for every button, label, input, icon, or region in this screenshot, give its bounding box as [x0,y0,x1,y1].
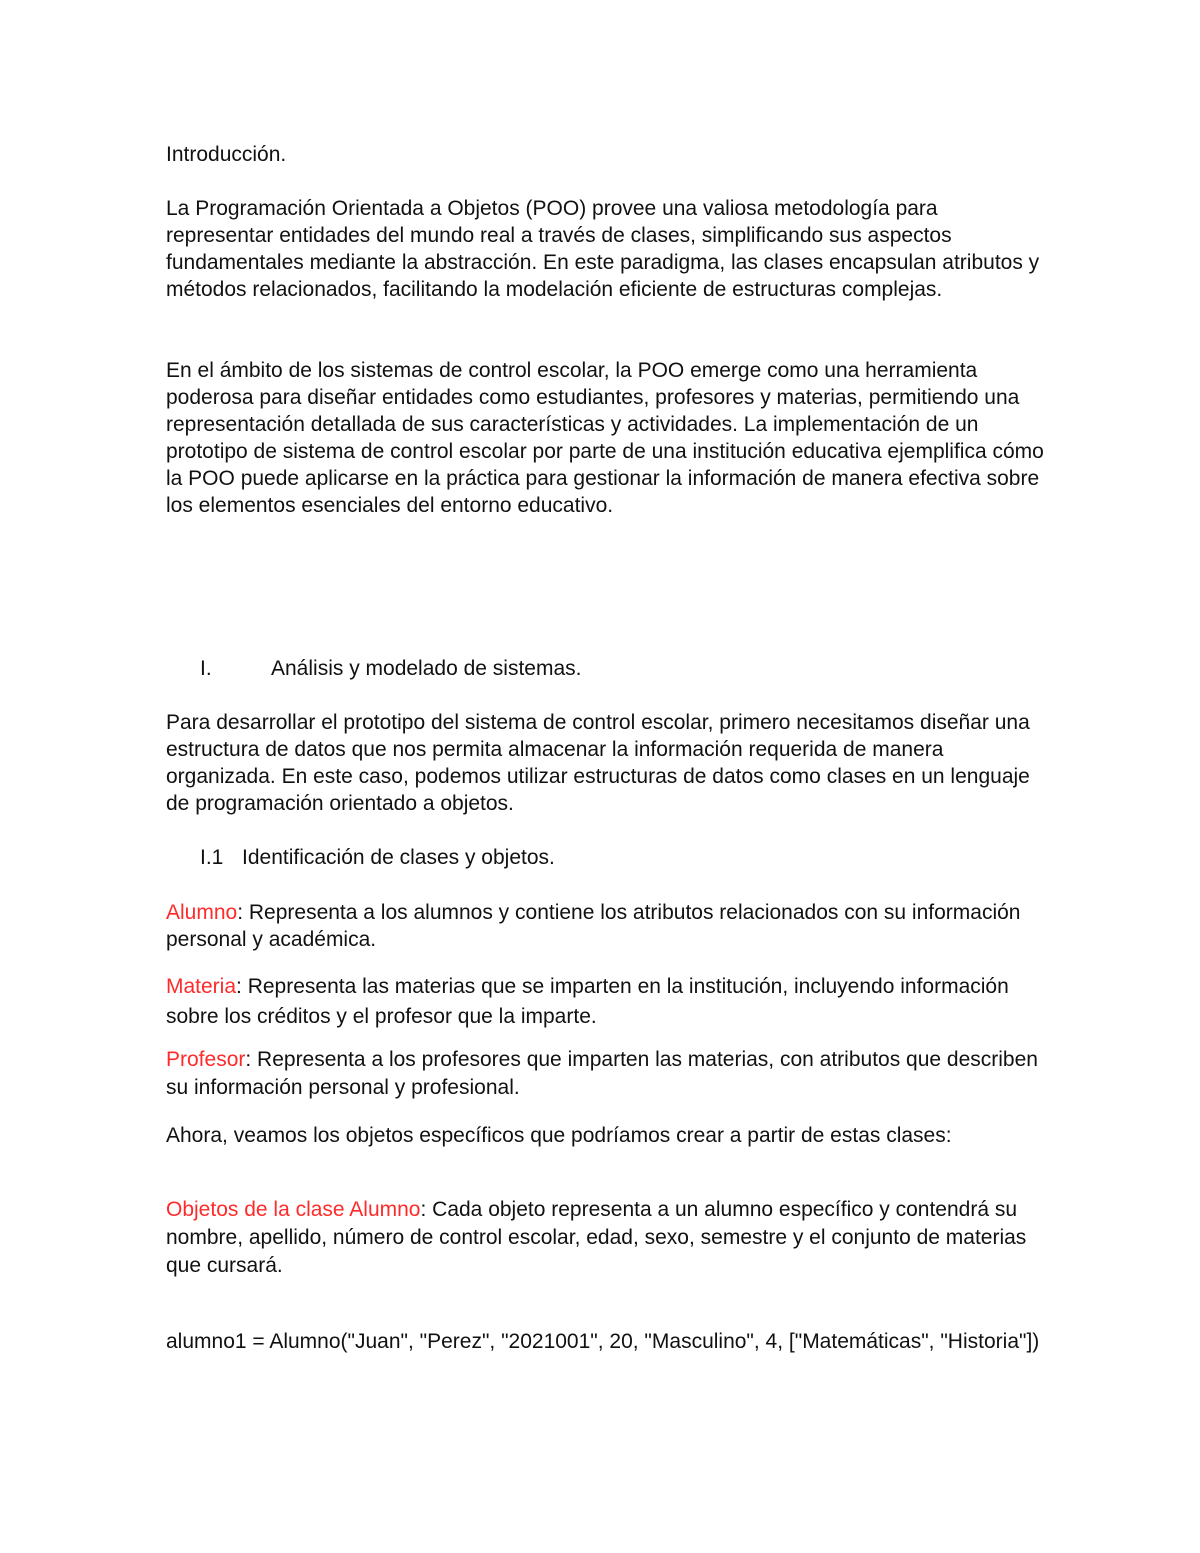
class-alumno-paragraph [166,899,1046,953]
objects-alumno-paragraph [166,1196,1046,1280]
objects-alumno-text: : Cada objeto representa a un alumno específico y contendrá su nombre, apellido, número de control escolar, edad, sexo, semestre y el conjunto de materias que cursará. [166,1198,1027,1277]
intro-paragraph-2: En el ámbito de los sistemas de control escolar, la POO emerge como una herramienta poderosa para diseñar entidades como estudiantes, profesores y materias, permitiendo una representación detallada de sus características y actividades. La implementación de un prototipo de sistema de control escolar por parte de una institución educativa ejemplifica cómo la POO puede aplicarse en la práctica para gestionar la información de manera efectiva sobre los elementos esenciales del entorno educativo. [166,359,1044,517]
subsection-title: Identificación de clases y objetos. [242,846,555,869]
class-materia-text: : Representa las materias que se imparten en la institución, incluyendo información sobre los créditos y el profesor que la imparte. [166,975,1009,1028]
class-materia-label: Materia [166,975,237,998]
subsection-number: I.1 [200,846,224,869]
class-profesor-paragraph [166,1046,1046,1102]
class-alumno-label: Alumno [166,901,238,924]
class-profesor-label: Profesor [166,1048,246,1071]
code-example: alumno1 = Alumno("Juan", "Perez", "2021001", 20, "Masculino", 4, ["Matemáticas", "Historia"]) [166,1330,1040,1353]
objects-alumno-label: Objetos de la clase Alumno [166,1198,421,1221]
class-alumno-text: : Representa a los alumnos y contiene los atributos relacionados con su información personal y académica. [166,901,1021,951]
intro-paragraph-1: La Programación Orientada a Objetos (POO) provee una valiosa metodología para representar entidades del mundo real a través de clases, simplificando sus aspectos fundamentales mediante la abstracción. En este paradigma, las clases encapsulan atributos y métodos relacionados, facilitando la modelación eficiente de estructuras complejas. [166,197,1040,301]
intro-title: Introducción. [166,143,287,166]
class-profesor-text: : Representa a los profesores que imparten las materias, con atributos que describen su información personal y profesional. [166,1048,1038,1099]
section-1-paragraph: Para desarrollar el prototipo del sistema de control escolar, primero necesitamos diseñar una estructura de datos que nos permita almacenar la información requerida de manera organizada. En este caso, podemos utilizar estructuras de datos como clases en un lenguaje de programación orientado a objetos. [166,711,1030,815]
section-title: Análisis y modelado de sistemas. [271,657,582,680]
section-number: I. [200,657,212,680]
objects-intro-paragraph: Ahora, veamos los objetos específicos que podríamos crear a partir de estas clases: [166,1124,952,1147]
class-materia-paragraph [166,972,1046,1032]
